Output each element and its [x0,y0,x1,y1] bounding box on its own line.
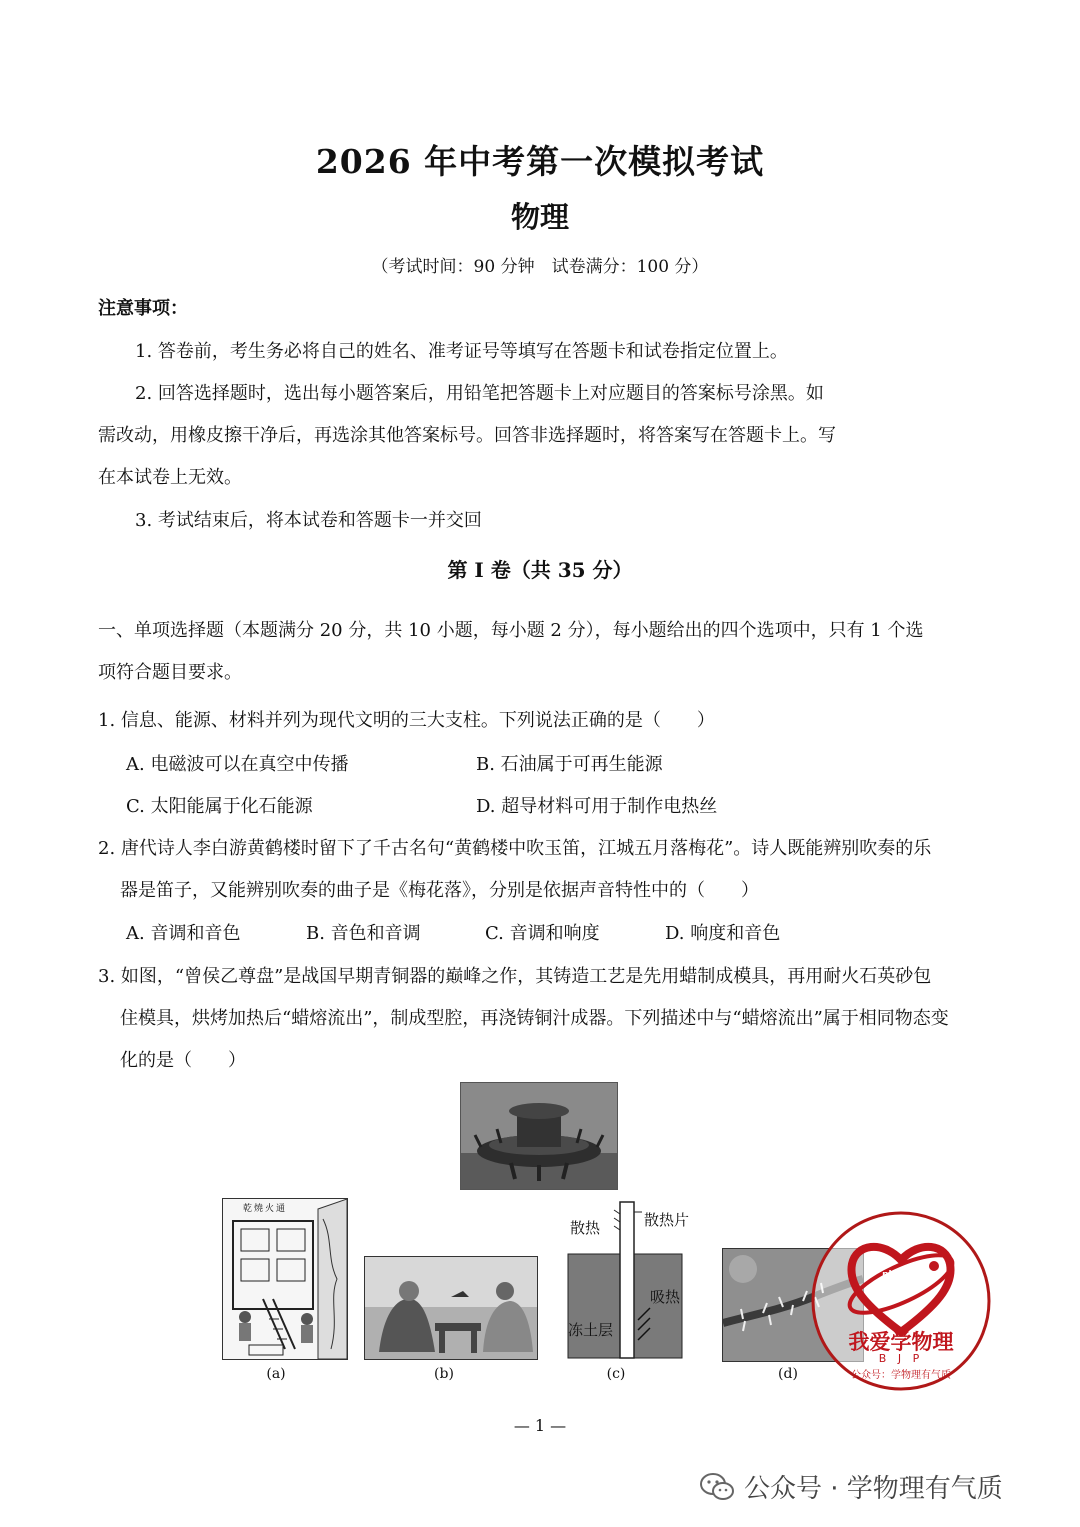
q1-option-c: C. 太阳能属于化石能源 [126,796,313,817]
figure-label-a: (a) [266,1366,286,1382]
q2-option-c: C. 音调和响度 [485,923,600,944]
q1-option-b: B. 石油属于可再生能源 [476,754,663,775]
bronze-vessel-photo [460,1082,618,1190]
watermark-stamp [808,1202,994,1400]
q1-stem: 1. 信息、能源、材料并列为现代文明的三大支柱。下列说法正确的是（ ） [98,710,715,731]
figure-b-image [364,1256,538,1360]
footer-account[interactable] [700,1468,1003,1505]
q2-option-b: B. 音色和音调 [306,923,421,944]
figure-label-b: (b) [434,1366,454,1382]
scholars-scene-icon [365,1257,537,1359]
q3-stem-line-2: 住模具，烘烤加热后“蜡熔流出”，制成型腔，再浇铸铜汁成器。下列描述中与“蜡熔流出”属于相同物态变 [120,1008,949,1029]
q3-stem-line-3: 化的是（ ） [120,1050,246,1071]
q2-option-d: D. 响度和音色 [665,923,781,944]
q2-option-a: A. 音调和音色 [126,923,241,944]
q1-option-d: D. 超导材料可用于制作电热丝 [476,796,718,817]
woodcut-illustration-icon [223,1199,347,1359]
figure-label-d: (d) [778,1366,798,1382]
bronze-vessel-icon [461,1083,617,1189]
part-instruction-line-2: 项符合题目要求。 [98,662,242,683]
notice-item-3: 3. 考试结束后，将本试卷和答题卡一并交回 [135,510,482,531]
label-permafrost: 冻土层 [568,1321,614,1339]
notice-item-2-line-3: 在本试卷上无效。 [98,467,242,488]
notice-item-2-line-1: 2. 回答选择题时，选出每小题答案后，用铅笔把答题卡上对应题目的答案标号涂黑。如 [135,383,824,404]
section-title: 第 I 卷（共 35 分） [447,558,633,582]
exam-title: 2026 年中考第一次模拟考试 [315,142,765,181]
notice-heading: 注意事项： [98,298,188,319]
subject-title: 物理 [510,200,569,234]
wechat-icon [700,1472,734,1502]
label-heat-sink: 散热片 [644,1211,690,1229]
figure-a-image [222,1198,348,1360]
figure-c-diagram [566,1200,690,1360]
exam-info: （考试时间：90 分钟 试卷满分：100 分） [371,257,709,277]
q2-stem-line-2: 器是笛子，又能辨别吹奏的曲子是《梅花落》，分别是依据声音特性中的（ ） [120,880,759,901]
stamp-code: B J P [878,1352,924,1365]
label-heat-absorb: 吸热 [650,1288,681,1306]
page-number: — 1 — [513,1416,567,1435]
footer-account-text: 公众号 · 学物理有气质 [744,1474,1003,1504]
figure-label-c: (c) [606,1366,626,1382]
notice-item-1: 1. 答卷前，考生务必将自己的姓名、准考证号等填写在答题卡和试卷指定位置上。 [135,341,788,362]
q1-option-a: A. 电磁波可以在真空中传播 [126,754,349,775]
q3-stem-line-1: 3. 如图，“曾侯乙尊盘”是战国早期青铜器的巅峰之作，其铸造工艺是先用蜡制成模具，再用耐火石英砂包 [98,966,932,987]
stamp-subtext: 公众号：学物理有气质 [851,1370,951,1381]
stamp-name: 我爱学物理 [848,1330,954,1354]
stamp-center-text: physics [882,1270,920,1280]
part-instruction-line-1: 一、单项选择题（本题满分 20 分，共 10 小题，每小题 2 分），每小题给出的四个选项中，只有 1 个选 [98,620,924,641]
figure-a-caption: 乾燒火通 [243,1204,288,1214]
label-heat-release: 散热 [570,1219,601,1237]
notice-item-2-line-2: 需改动，用橡皮擦干净后，再选涂其他答案标号。回答非选择题时，将答案写在答题卡上。写 [98,425,836,446]
q2-stem-line-1: 2. 唐代诗人李白游黄鹤楼时留下了千古名句“黄鹤楼中吹玉笛，江城五月落梅花”。诗人既能辨别吹奏的乐 [98,838,932,859]
